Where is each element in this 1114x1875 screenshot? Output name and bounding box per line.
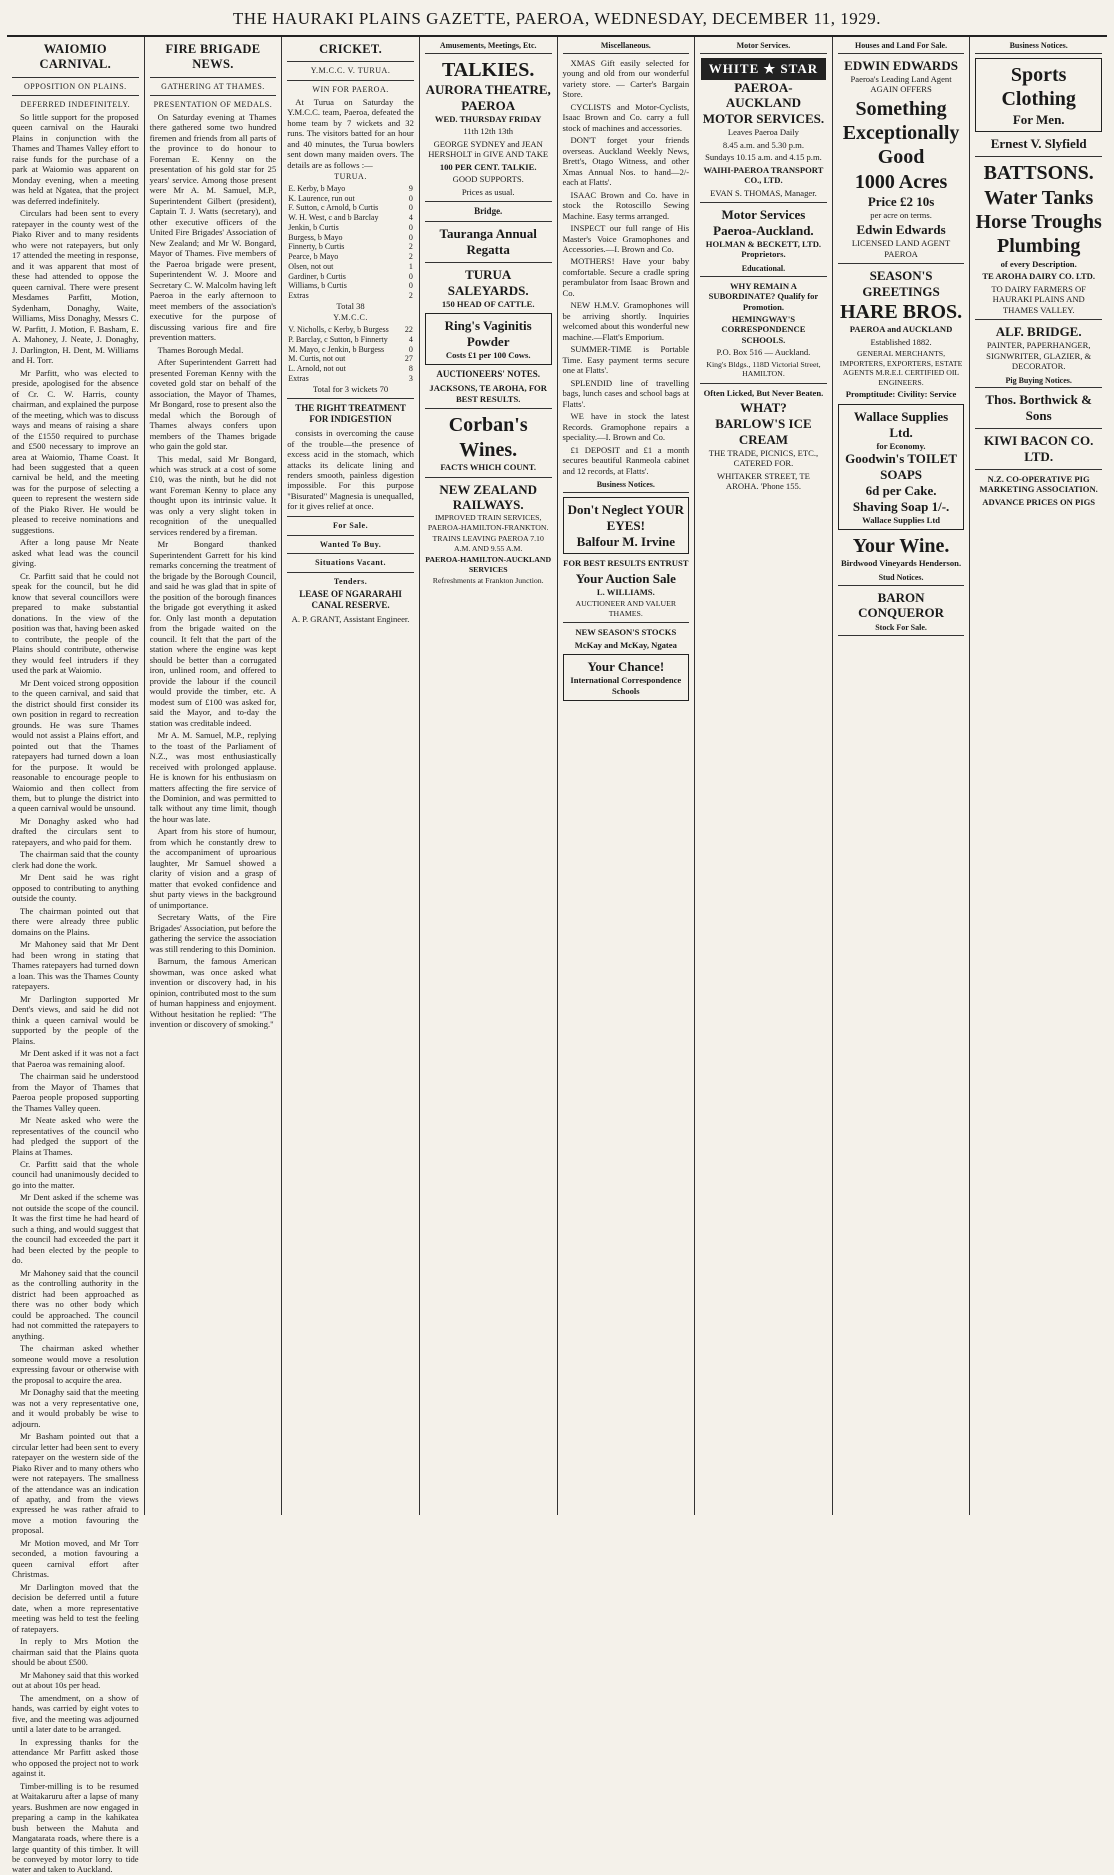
auctioneer-sub: AUCTIONEER AND VALUER THAMES. bbox=[575, 599, 677, 618]
misc-items bbox=[563, 58, 690, 476]
transport: WAIHI-PAEROA TRANSPORT CO., LTD. bbox=[703, 164, 824, 186]
article-title: WAIOMIO CARNIVAL. bbox=[39, 42, 112, 72]
barlow: BARLOW'S ICE CREAM bbox=[715, 416, 812, 448]
score-row: P. Barclay, c Sutton, b Finnerty 4 bbox=[288, 334, 413, 344]
article-body bbox=[150, 112, 277, 1030]
times2: Sundays 10.15 a.m. and 4.15 p.m. bbox=[705, 152, 822, 163]
merchants: GENERAL MERCHANTS, IMPORTERS, EXPORTERS, ESTATE AGENTS M.R.E.I. CERTIFIED OIL ENGINEERS. bbox=[839, 349, 963, 387]
divider bbox=[838, 263, 965, 264]
hemingway: HEMINGWAY'S CORRESPONDENCE SCHOOLS. bbox=[721, 313, 806, 345]
powder-title: Ring's Vaginitis Powder bbox=[444, 318, 532, 349]
column-header: Business Notices. bbox=[563, 478, 690, 493]
wine: Your Wine. bbox=[852, 535, 950, 557]
chance: Your Chance! bbox=[587, 659, 665, 675]
team-name: Y.M.C.C. bbox=[333, 313, 368, 323]
score-row: Jenkin, b Curtis 0 bbox=[288, 222, 413, 232]
stocks: NEW SEASON'S STOCKS bbox=[575, 627, 677, 638]
holman: HOLMAN & BECKETT, LTD. Proprietors. bbox=[705, 238, 822, 260]
paragraph: This medal, said Mr Bongard, which was struck at a cost of some £10, was the ninth, but he did not want Foreman Kenny to place any thought upon its intrinsic value. It was only a very slight token in recognition of the unequalled services rendered by a fireman. bbox=[149, 453, 277, 537]
paragraph: After Superintendent Garrett had presented Foreman Kenny with the coveted gold star on behalf of the association, the Mayor of Thames, Mr Bongard, rose to present also the medal which the Borough of Thames always confers upon members of the Thames brigade who gain the gold star. bbox=[149, 357, 277, 452]
ad-text: consists in overcoming the cause of the trouble—the presence of excess acid in the stomach, which attacks its delicate lining and renders smooth, painless digestion impossible. For this purpose "Bisurated" Magnesia is unequalled, for it gives relief at once. bbox=[287, 428, 414, 512]
column-miscellaneous bbox=[558, 37, 696, 1515]
section-heading: Tenders. bbox=[333, 577, 368, 587]
column-amusements bbox=[420, 37, 558, 1515]
edwin2: Edwin Edwards bbox=[856, 222, 946, 238]
eyes-ad bbox=[563, 497, 690, 555]
auction-head: FOR BEST RESULTS ENTRUST bbox=[563, 558, 689, 569]
leaves: Leaves Paeroa Daily bbox=[727, 127, 799, 138]
paragraph: £1 DEPOSIT and £1 a month secures beautiful Ranmeola cabinet and 12 records, at Flatts'. bbox=[562, 444, 690, 476]
motor2: Motor Services bbox=[721, 207, 806, 223]
column-header: Stock For Sale. bbox=[838, 621, 965, 636]
paragraph: Cr. Parfitt said that the whole council had unanimously decided to go into the matter. bbox=[12, 1158, 139, 1190]
auctioneer: L. WILLIAMS. bbox=[596, 586, 655, 597]
auction-title: AUCTIONEERS' NOTES. bbox=[436, 369, 540, 380]
divider bbox=[287, 80, 414, 81]
divider bbox=[287, 572, 414, 573]
divider bbox=[12, 95, 139, 96]
economy: for Economy. bbox=[876, 440, 926, 451]
what: WHAT? bbox=[740, 400, 787, 416]
wines-title: Corban's Wines. bbox=[448, 414, 528, 461]
score-row: Pearce, b Mayo 2 bbox=[288, 252, 413, 262]
railways-title: NEW ZEALAND RAILWAYS. bbox=[439, 481, 537, 513]
paragraph: Secretary Watts, of the Fire Brigades' Association, put before the gathering the service the association was still rendering to this Dominion. bbox=[149, 912, 277, 954]
theatre-name: AURORA THEATRE, PAEROA bbox=[425, 82, 551, 113]
paeroa-auckland: PAEROA and AUCKLAND bbox=[849, 324, 953, 335]
divider bbox=[425, 262, 552, 263]
for-men: For Men. bbox=[1012, 111, 1065, 127]
white-star-logo-icon: WHITE ★ STAR bbox=[701, 58, 826, 80]
lease-title: LEASE OF NGARARAHI CANAL RESERVE. bbox=[299, 588, 402, 610]
trade: THE TRADE, PICNICS, ETC., CATERED FOR. bbox=[708, 447, 819, 469]
paragraph: XMAS Gift easily selected for young and old from our wonderful variety store. — Carter's Bargain Store. bbox=[562, 57, 690, 100]
regatta: Tauranga Annual Regatta bbox=[439, 226, 537, 258]
column-cricket bbox=[282, 37, 420, 1515]
paragraph: The chairman asked whether someone would move a resolution expressing favour or otherwise with the proposal to acquire the area. bbox=[12, 1343, 139, 1385]
paragraph: Thames Borough Medal. bbox=[157, 344, 244, 355]
ad-heading: THE RIGHT TREATMENT FOR INDIGESTION bbox=[295, 403, 406, 425]
divider bbox=[700, 202, 827, 203]
hare: HARE BROS. bbox=[839, 301, 963, 324]
total: Total 38 bbox=[336, 300, 365, 311]
paragraph: The chairman said that the county clerk had done the work. bbox=[12, 849, 139, 870]
paragraph: Mr Neate asked who were the representatives of the council who had pledged the support of the Plains at Thames. bbox=[12, 1115, 139, 1157]
divider bbox=[975, 319, 1102, 320]
edwin: EDWIN EDWARDS bbox=[844, 57, 958, 73]
score-row: Williams, b Curtis 0 bbox=[288, 281, 413, 291]
wallace-ad bbox=[838, 404, 965, 530]
licensed: LICENSED LAND AGENT PAEROA bbox=[851, 238, 951, 259]
scorecard-turua bbox=[287, 184, 414, 301]
divider bbox=[563, 622, 690, 623]
divider bbox=[975, 156, 1102, 157]
masthead: THE HAURAKI PLAINS GAZETTE, PAEROA, WEDNESDAY, DECEMBER 11, 1929. bbox=[7, 5, 1107, 37]
paragraph: Timber-milling is to be resumed at Waitakaruru after a lapse of many years. Bushmen are now engaged in preparing a camp in the kahikatea bush between the Mahuta and Mangatarata roads, where there is a large quantity of this timber. It will be conveyed by motor lorry to tide water and taken to Auckland. bbox=[12, 1780, 139, 1875]
score-row: Burgess, b Mayo 0 bbox=[288, 232, 413, 242]
baron: BARON CONQUEROR bbox=[858, 589, 945, 621]
paragraph: Mr Darlington supported Mr Dent's views, and said he did not think a queen carnival would be supported by the people of the Plains. bbox=[12, 993, 139, 1046]
talkies-title: TALKIES. bbox=[441, 58, 535, 81]
score-row: Extras 2 bbox=[288, 291, 413, 301]
kiwi: KIWI BACON CO. LTD. bbox=[983, 433, 1094, 464]
paragraph: SPLENDID line of travelling bags, lunch cases and school bags at Flatts'. bbox=[562, 377, 690, 409]
ics: International Correspondence Schools bbox=[570, 675, 682, 696]
paragraph: Mr Mahoney said that the council as the controlling authority in the district had been approached as there was no other body which could be approached. The council had not committed the ratepayers to anything. bbox=[12, 1267, 139, 1341]
birdwood: Birdwood Vineyards Henderson. bbox=[841, 558, 962, 569]
auction-sale: Your Auction Sale bbox=[575, 570, 676, 586]
timetable-head: PAEROA-HAMILTON-AUCKLAND SERVICES bbox=[425, 555, 552, 574]
paragraph: ISAAC Brown and Co. have in stock the Rotoscillo Sewing Machine. Easy terms arranged. bbox=[562, 189, 690, 221]
whitaker: WHITAKER STREET, TE AROHA. 'Phone 155. bbox=[717, 470, 810, 492]
section-heading: Situations Vacant. bbox=[315, 558, 386, 568]
promptitude: Promptitude: Civility: Service bbox=[845, 389, 957, 400]
dairy-farmers: TO DAIRY FARMERS OF HAURAKI PLAINS AND THAMES VALLEY. bbox=[991, 283, 1086, 315]
per-acre: per acre on terms. bbox=[870, 210, 932, 220]
section-heading: For Sale. bbox=[333, 520, 369, 530]
agent: Paeroa's Leading Land Agent AGAIN OFFERS bbox=[850, 73, 952, 95]
company: PAEROA-AUCKLAND MOTOR SERVICES. bbox=[702, 79, 825, 127]
section-heading: Wanted To Buy. bbox=[319, 539, 382, 549]
divider bbox=[12, 77, 139, 78]
newspaper-page bbox=[7, 5, 1107, 1875]
eyes-title: Don't Neglect YOUR EYES! bbox=[567, 501, 685, 533]
trains-leave: TRAINS LEAVING PAEROA 7.10 A.M. AND 9.55 A.M. bbox=[432, 534, 544, 553]
paragraph: Circulars had been sent to every ratepayer in the county west of the Piako River and to many residents who were not ratepayers, but only 17 attended the meeting in response, and it was apparent that most of these had attended to oppose the queen carnival. There were present Mesdames Parfitt, Motion, Sydenham, Donaghy, Waite, Williams, Miss Donaghy, Messrs C. W. Parfitt, J. Motion, F. Basham, E. A. Mahoney, J. Neate, J. Donaghy, J. Darlington, H. Dent, M. Williams and H. Torr. bbox=[12, 208, 139, 366]
article-subtitle-2: PRESENTATION OF MEDALS. bbox=[153, 100, 273, 110]
column-header: Business Notices. bbox=[975, 39, 1102, 54]
article-title: FIRE BRIGADE NEWS. bbox=[165, 42, 261, 72]
slyfield: Ernest V. Slyfield bbox=[990, 136, 1087, 152]
times1: 8.45 a.m. and 5.30 p.m. bbox=[722, 139, 805, 150]
score-row: Finnerty, b Curtis 2 bbox=[288, 242, 413, 252]
mckay: McKay and McKay, Ngatea bbox=[574, 639, 677, 650]
paragraph: MOTHERS! Have your baby comfortable. Secure a cradle spring perambulator from Isaac Brown and Co. bbox=[562, 256, 690, 298]
paragraph: In expressing thanks for the attendance Mr Parfitt asked those who opposed the project not to work against it. bbox=[12, 1736, 139, 1779]
column-header: Amusements, Meetings, Etc. bbox=[425, 39, 552, 54]
column-header: Stud Notices. bbox=[838, 571, 965, 586]
score-row: Gardiner, b Curtis 0 bbox=[288, 271, 413, 281]
supports: GOOD SUPPORTS. bbox=[452, 174, 524, 185]
score-row: F. Sutton, c Arnold, b Curtis 0 bbox=[288, 203, 413, 213]
column-header: Educational. bbox=[700, 262, 827, 277]
divider bbox=[287, 516, 414, 517]
score-row: Extras 3 bbox=[288, 373, 413, 383]
column-header: Pig Buying Notices. bbox=[975, 374, 1102, 389]
paragraph: Mr Mahoney said that Mr Dent had been wrong in stating that Thames ratepayers had turned down a loan. This was the Thames County ratepayers. bbox=[12, 939, 139, 992]
article-subtitle: OPPOSITION ON PLAINS. bbox=[23, 81, 127, 91]
paragraph: WE have in stock the latest Records. Gramophone repairs a speciality.—I. Brown and Co. bbox=[562, 411, 690, 443]
refreshments: Refreshments at Frankton Junction. bbox=[432, 576, 544, 586]
paragraph: CYCLISTS and Motor-Cyclists, Isaac Brown and Co. carry a full stock of machines and accessories. bbox=[562, 101, 690, 133]
wines-sub: FACTS WHICH COUNT. bbox=[440, 462, 537, 473]
divider bbox=[287, 535, 414, 536]
powder-ad bbox=[425, 313, 552, 365]
column-business bbox=[970, 37, 1107, 1515]
cattle: 150 HEAD OF CATTLE. bbox=[441, 298, 535, 309]
paragraph: Mr Dent voiced strong opposition to the queen carnival, and said that the district should first consider its own position in regard to recreation grounds. He was sure Thames would not assist a Plains effort, and pointed out that the Thames ratepayers had turned down a loan for the purpose. It would be reasonable to encourage people to Waiomio and then collect from them, but to plunge the district into a queen carnival would be unsound. bbox=[12, 677, 139, 814]
divider bbox=[425, 477, 552, 478]
wallace2: Wallace Supplies Ltd bbox=[862, 514, 940, 525]
article-subtitle-2: DEFERRED INDEFINITELY. bbox=[20, 100, 131, 110]
scorecard-ymcc bbox=[287, 325, 414, 384]
price: Price £2 10s bbox=[867, 194, 935, 210]
sports: Sports Clothing bbox=[1001, 63, 1076, 111]
article-subtitle: Y.M.C.C. V. TURUA. bbox=[310, 66, 391, 76]
article-title: CRICKET. bbox=[319, 42, 383, 56]
article-body bbox=[12, 112, 139, 1875]
box: P.O. Box 516 — Auckland. bbox=[716, 347, 811, 358]
est: Established 1882. bbox=[870, 336, 932, 347]
paragraph: The amendment, on a show of hands, was carried by eight votes to five, and the meeting was adjourned until a later date to be arranged. bbox=[12, 1692, 139, 1735]
paragraph: Mr Dent asked if the scheme was not outside the scope of the council. It was the first time he had heard of such a thing, and would suggest that the council had exceeded the part it had been elected by the people to do. bbox=[12, 1192, 139, 1266]
powder-sub: Costs £1 per 100 Cows. bbox=[445, 349, 531, 360]
coop: N.Z. CO-OPERATIVE PIG MARKETING ASSOCIATION. bbox=[979, 473, 1098, 495]
promotion: WHY REMAIN A SUBORDINATE? Qualify for Promotion. bbox=[708, 280, 819, 312]
article-subtitle: GATHERING AT THAMES. bbox=[161, 81, 265, 91]
divider bbox=[287, 553, 414, 554]
king: King's Bldgs., 118D Victorial Street, HAMILTON. bbox=[706, 359, 821, 379]
paragraph: Mr Motion moved, and Mr Torr seconded, a motion favouring a queen carnival effort after Christmas. bbox=[12, 1537, 139, 1580]
plumbing: Plumbing bbox=[997, 235, 1081, 258]
score-row: M. Curtis, not out 27 bbox=[288, 354, 413, 364]
paragraph: Mr Dent said he was right opposed to contributing to anything outside the county. bbox=[12, 872, 139, 904]
film: GEORGE SYDNEY and JEAN HERSHOLT in GIVE AND TAKE bbox=[428, 138, 549, 160]
goodwin: Goodwin's TOILET SOAPS bbox=[845, 451, 957, 482]
paragraph: The chairman said he understood from the Mayor of Thames that Paeroa people proposed supporting the Thames Valley queen. bbox=[12, 1071, 139, 1113]
column-houses-land bbox=[833, 37, 971, 1515]
divider bbox=[287, 398, 414, 399]
greetings: SEASON'S GREETINGS bbox=[862, 268, 940, 300]
paragraph: In reply to Mrs Motion the chairman said that the Plains quota should be about £500. bbox=[12, 1636, 139, 1668]
divider bbox=[425, 201, 552, 202]
paragraph: Mr Dent asked if it was not a fact that Paeroa was remaining aloof. bbox=[12, 1048, 139, 1069]
optician: Balfour M. Irvine bbox=[576, 533, 675, 549]
column-motor-services bbox=[695, 37, 833, 1515]
paragraph: Mr Parfitt, who was elected to preside, apologised for the absence of Cr. C. W. Harris, county chairman, and explained the purpose of the meeting, which was to discuss ways and means of raising a share of the £1550 required to purchase and £500 necessary to improve an area at Waiomio, Thame Coast. It had been suggested that a queen carnival be held, and the meeting was for the purpose of selecting a queen to represent the western side of the Piako River. He would be pleased to receive nominations and suggestions. bbox=[12, 367, 139, 535]
paragraph: So little support for the proposed queen carnival on the Hauraki Plains in conjunction with the Thames and Thames Valley effort to raise funds for the purchase of a park at Waiomio was apparent on Monday evening, when a meeting was held at Ngatea, that the project was deferred indefinitely. bbox=[12, 112, 139, 206]
paragraph: The chairman pointed out that there were already three public domains on the Plains. bbox=[12, 905, 139, 937]
paragraph: Apart from his store of humour, from which he constantly drew to the accompaniment of uproarious laughter, Mr Samuel showed a clarity of vision and a grasp of matter that evoked confidence and shut party views in the background of unimportance. bbox=[149, 826, 277, 910]
divider bbox=[150, 95, 277, 96]
column-waiomio bbox=[7, 37, 145, 1875]
alf-sub: PAINTER, PAPERHANGER, SIGNWRITER, GLAZIER, & DECORATOR. bbox=[986, 340, 1092, 372]
divider bbox=[425, 408, 552, 409]
paragraph: Mr Mahoney said that this worked out at about 10s per head. bbox=[12, 1669, 139, 1691]
borthwick: Thos. Borthwick & Sons bbox=[985, 392, 1092, 424]
tanks: Water Tanks bbox=[984, 186, 1094, 209]
shaving: Shaving Soap 1/-. bbox=[852, 498, 950, 514]
acres: 1000 Acres bbox=[854, 170, 948, 193]
railways-sub: IMPROVED TRAIN SERVICES, PAEROA-HAMILTON-FRANKTON. bbox=[427, 513, 549, 532]
paragraph: SUMMER-TIME is Portable Time. Easy payment terms secure one at Flatts'. bbox=[562, 344, 690, 376]
advance: ADVANCE PRICES ON PIGS bbox=[982, 496, 1096, 507]
paragraph: Mr Basham pointed out that a circular letter had been sent to every ratepayer on the western side of the Piako River and to many others who were not ratepayers. The smallness of the attendance was an indication of apathy, and from the views expressed he was rather afraid to move a motion favouring the proposal. bbox=[12, 1431, 139, 1536]
paragraph: Mr Donaghy said that the meeting was not a very representative one, and it would probably be wise to adjourn. bbox=[12, 1387, 139, 1429]
paragraph: Barnum, the famous American showman, was once asked what invention or discovery had, in his opinion, contributed most to the sum of human happiness and enjoyment. Without hesitation he replied: "The invention or discovery of smoking." bbox=[149, 956, 277, 1030]
paragraph: Mr Darlington moved that the decision be deferred until a future date, when a more representative meeting was held to test the feeling of ratepayers. bbox=[12, 1581, 139, 1634]
paragraph: Cr. Parfitt said that he could not speak for the council, but he did know that several councillors were prepared to make substantial donations. In the view of the position was that, having been asked to contribute, the people of the Plains should contribute, otherwise they would feel intruders if they used the park at Waiomio. bbox=[12, 570, 139, 676]
divider bbox=[975, 428, 1102, 429]
plumbing-sub: of every Description. bbox=[1000, 258, 1077, 269]
route2: Paeroa-Auckland. bbox=[713, 222, 814, 238]
sports-ad bbox=[975, 58, 1102, 133]
dates: 11th 12th 13th bbox=[463, 126, 514, 137]
total: Total for 3 wickets 70 bbox=[312, 383, 389, 394]
ics-ad bbox=[563, 654, 690, 701]
divider bbox=[700, 383, 827, 384]
paragraph: NEW H.M.V. Gramophones will be arriving shortly. Inquiries welcomed about this wonderful new machine.—Flatt's Emporium. bbox=[562, 300, 690, 342]
bridge-heading: Bridge. bbox=[474, 206, 503, 217]
prices: Prices as usual. bbox=[461, 186, 515, 197]
paragraph: INSPECT our full range of His Master's Voice Gramophones and Accessories.—I. Brown and Co. bbox=[562, 223, 690, 254]
manager: EVAN S. THOMAS, Manager. bbox=[710, 187, 817, 198]
article-subtitle-2: WIN FOR PAEROA. bbox=[312, 85, 389, 94]
score-row: K. Laurence, run out 0 bbox=[288, 193, 413, 203]
paragraph: After a long pause Mr Neate asked what lead was the council giving. bbox=[12, 537, 139, 569]
paragraph: Mr A. M. Samuel, M.P., replying to the toast of the Parliament of N.Z., was most enthusiastically received with prolonged applause. He is known for his enthusiasm on matters affecting the fire service of the Dominion, and was permitted to talk without any time limit, though the hour was late. bbox=[149, 730, 277, 824]
auction-firm: JACKSONS, TE AROHA, FOR BEST RESULTS. bbox=[429, 383, 547, 404]
something: Something Exceptionally Good bbox=[842, 97, 960, 169]
paragraph: On Saturday evening at Thames there gathered some two hundred firemen and friends from all parts of the province to do honour to Foreman E. Kenny on the presentation of his gold star for 25 years' service. Among those present were Mr A. M. Samuel, M.P., Superintendent Gilbert (president), Captain T. J. Watts (secretary), and other executive officers of the United Fire Brigades' Association of New Zealand; and Mr W. Bongard, Mayor of Thames. Five members of the Paeroa brigade were present, Superintendent W. J. Moore and Secretary C. W. Malcolm having left Paeroa in the early afternoon to meet members of the association's executive for the purpose of discussing various fire and fire prevention matters. bbox=[149, 112, 277, 343]
divider bbox=[150, 77, 277, 78]
wallace: Wallace Supplies Ltd. bbox=[853, 408, 949, 440]
licked: Often Licked, But Never Beaten. bbox=[703, 387, 824, 398]
days: WED. THURSDAY FRIDAY bbox=[434, 113, 542, 124]
team-name: TURUA. bbox=[334, 172, 367, 182]
saleyards: TURUA SALEYARDS. bbox=[447, 266, 529, 298]
score-row: V. Nicholls, c Kerby, b Burgess 22 bbox=[288, 325, 413, 335]
column-fire-brigade bbox=[145, 37, 283, 1515]
column-header: Houses and Land For Sale. bbox=[838, 39, 965, 54]
score-row: M. Mayo, c Jenkin, b Burgess 0 bbox=[288, 344, 413, 354]
columns bbox=[7, 37, 1107, 1875]
lease-sign: A. P. GRANT, Assistant Engineer. bbox=[291, 613, 410, 624]
paragraph: Mr Donaghy asked who had drafted the circulars sent to ratepayers, and who paid for them. bbox=[12, 815, 139, 847]
score-row: W. H. West, c and b Barclay 4 bbox=[288, 213, 413, 223]
paragraph: Mr Bongard thanked Superintendent Garrett for his kind remarks concerning the treatment of the brigade by the Borough Council, and said he was glad that in spite of the position of the borough finances the brigade got everything it asked for. Only last month a deputation from the brigade waited on the council. It felt that the part of the station where the engine was kept should be better than a corrugated iron, unlined room, and offered to provide the labour if the council would provide the timber, etc. A modest sum of £100 was asked for, said the Mayor, and to-day the station was creditable indeed. bbox=[149, 539, 277, 728]
score-row: L. Arnold, not out 8 bbox=[288, 364, 413, 374]
article-intro: At Turua on Saturday the Y.M.C.C. team, Paeroa, defeated the home team by 7 wickets and 32 runs. The visitors batted for an hour and 40 minutes, the Turua bowlers sent down many maiden overs. The details are as follows :— bbox=[287, 96, 414, 170]
score-row: Olsen, not out 1 bbox=[288, 261, 413, 271]
te-aroha: TE AROHA DAIRY CO. LTD. bbox=[982, 271, 1096, 282]
score-row: E. Kerby, b Mayo 9 bbox=[288, 183, 413, 193]
divider bbox=[425, 221, 552, 222]
divider bbox=[287, 61, 414, 62]
price-cake: 6d per Cake. bbox=[865, 482, 937, 498]
paragraph: DON'T forget your friends overseas. Auckland Weekly News, Brett's, Otago Witness, and other Xmas Annual Nos. to hand—2/- each at Flatts'. bbox=[562, 135, 690, 188]
divider bbox=[975, 469, 1102, 470]
column-header: Motor Services. bbox=[700, 39, 827, 54]
alf: ALF. BRIDGE. bbox=[995, 324, 1082, 340]
troughs: Horse Troughs bbox=[975, 211, 1102, 234]
talkie: 100 PER CENT. TALKIE. bbox=[439, 161, 537, 172]
battsons: BATTSONS. bbox=[983, 162, 1094, 185]
column-header: Miscellaneous. bbox=[563, 39, 690, 54]
